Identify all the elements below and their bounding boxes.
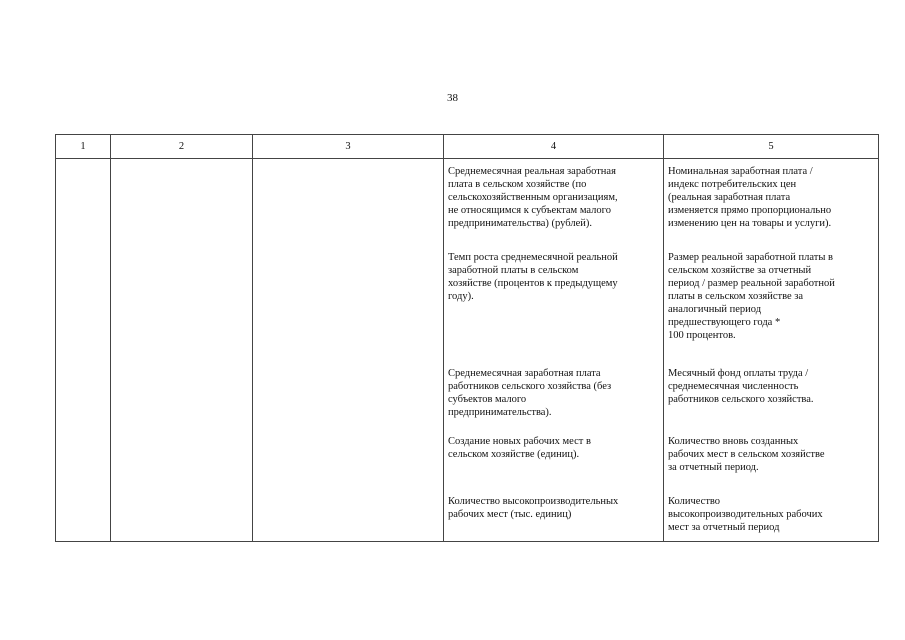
formula-text-line: среднемесячная численность	[668, 381, 799, 392]
formula-text-line: аналогичный период	[668, 304, 762, 315]
table-header-row	[56, 135, 879, 159]
formula-block-1	[664, 165, 878, 230]
formula-text-line: Количество	[668, 496, 721, 507]
formula-text-line: Месячный фонд оплаты труда /	[668, 368, 809, 379]
formula-text-line: период / размер реальной заработной	[668, 278, 835, 289]
formula-text-line: 100 процентов.	[668, 330, 736, 341]
indicator-text-line: Создание новых рабочих мест в	[448, 436, 591, 447]
indicator-stack	[444, 159, 663, 541]
cell-col-1	[56, 159, 111, 542]
formula-text-line: рабочих мест в сельском хозяйстве	[668, 449, 825, 460]
formula-text-line: высокопроизводительных рабочих	[668, 509, 823, 520]
column-header-1: 1	[56, 135, 111, 159]
indicator-text-line: предпринимательства) (рублей).	[448, 218, 592, 229]
indicator-block-5	[444, 495, 663, 521]
cell-col-2	[111, 159, 253, 542]
formula-text-line: Количество вновь созданных	[668, 436, 799, 447]
indicator-text-line: сельскохозяйственным организациям,	[448, 192, 618, 203]
formula-text-line: Размер реальной заработной платы в	[668, 252, 833, 263]
indicator-text-line: рабочих мест (тыс. единиц)	[448, 509, 572, 520]
indicator-text-line: плата в сельском хозяйстве (по	[448, 179, 587, 190]
formula-block-5	[664, 495, 878, 534]
indicators-table	[55, 134, 879, 542]
indicator-block-1	[444, 165, 663, 230]
formula-column	[664, 159, 879, 542]
formula-text-line: индекс потребительских цен	[668, 179, 797, 190]
indicator-block-4	[444, 435, 663, 461]
indicator-text-line: сельском хозяйстве (единиц).	[448, 449, 580, 460]
column-header-2: 2	[111, 135, 253, 159]
indicator-text-line: году).	[448, 291, 474, 302]
formula-text-line: Номинальная заработная плата /	[668, 166, 813, 177]
indicator-text-line: предпринимательства).	[448, 407, 552, 418]
indicator-text-line: Темп роста среднемесячной реальной	[448, 252, 618, 263]
indicator-text-line: хозяйстве (процентов к предыдущему	[448, 278, 618, 289]
formula-block-3	[664, 367, 878, 406]
formula-text-line: изменению цен на товары и услуги).	[668, 218, 832, 229]
indicator-text-line: Среднемесячная заработная плата	[448, 368, 601, 379]
indicator-block-2	[444, 251, 663, 303]
indicator-text-line: заработной платы в сельском	[448, 265, 579, 276]
indicator-column	[444, 159, 664, 542]
formula-text-line: (реальная заработная плата	[668, 192, 791, 203]
formula-block-2	[664, 251, 878, 342]
indicator-block-3	[444, 367, 663, 419]
cell-col-3	[253, 159, 444, 542]
formula-text-line: за отчетный период.	[668, 462, 759, 473]
indicator-text-line: Среднемесячная реальная заработная	[448, 166, 616, 177]
indicator-text-line: Количество высокопроизводительных	[448, 496, 619, 507]
formula-text-line: предшествующего года *	[668, 317, 781, 328]
column-header-5: 5	[664, 135, 879, 159]
formula-block-4	[664, 435, 878, 474]
indicator-text-line: субъектов малого	[448, 394, 527, 405]
formula-text-line: сельском хозяйстве за отчетный	[668, 265, 812, 276]
formula-text-line: платы в сельском хозяйстве за	[668, 291, 804, 302]
table-row	[56, 159, 879, 542]
indicator-text-line: не относящимся к субъектам малого	[448, 205, 611, 216]
column-header-3: 3	[253, 135, 444, 159]
formula-stack	[664, 159, 878, 541]
formula-text-line: изменяется прямо пропорционально	[668, 205, 832, 216]
formula-text-line: мест за отчетный период	[668, 522, 780, 533]
formula-text-line: работников сельского хозяйства.	[668, 394, 814, 405]
column-header-4: 4	[444, 135, 664, 159]
indicator-text-line: работников сельского хозяйства (без	[448, 381, 612, 392]
page-number: 38	[447, 92, 458, 104]
